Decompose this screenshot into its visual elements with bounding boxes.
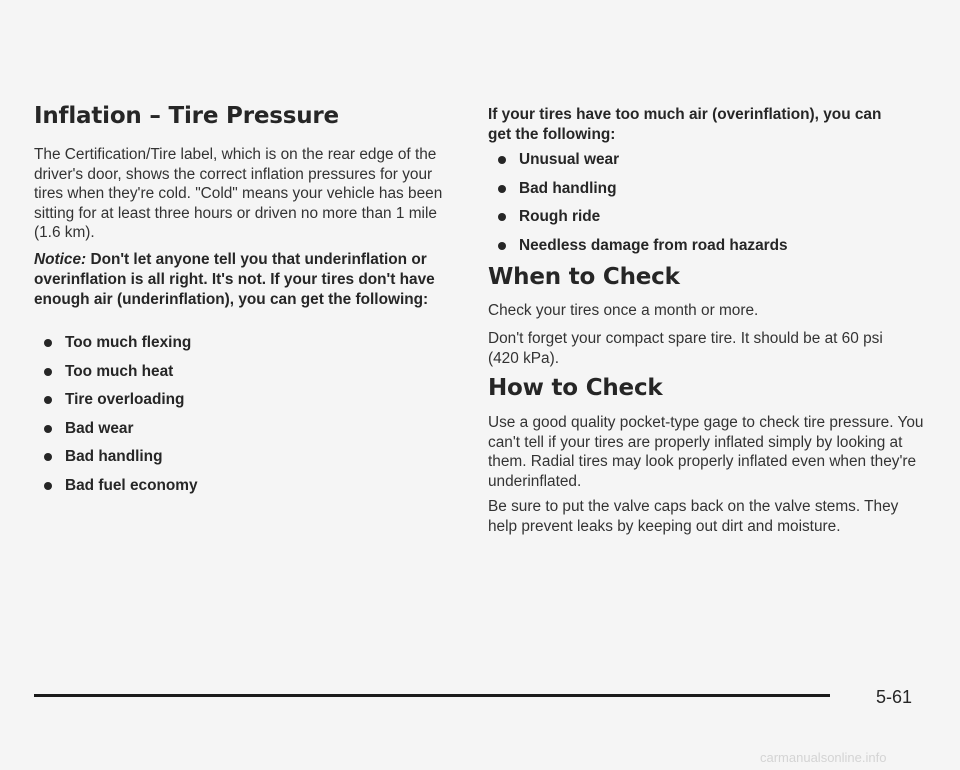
list-item: Too much heat (34, 362, 198, 391)
bullet-dot-icon (44, 396, 52, 404)
list-item: Bad handling (34, 447, 198, 476)
bullet-dot-icon (44, 339, 52, 347)
list-item: Bad fuel economy (34, 476, 198, 505)
overinflation-list (488, 150, 788, 264)
page-number: 5-61 (876, 687, 913, 707)
bullet-dot-icon (44, 425, 52, 433)
when-paragraph-2: Don't forget your compact spare tire. It should be at 60 psi (420 kPa). (488, 330, 883, 367)
list-item: Needless damage from road hazards (488, 236, 788, 265)
list-item: Tire overloading (34, 390, 198, 419)
notice-paragraph (34, 250, 454, 310)
underinflation-list (34, 333, 198, 504)
overinflation-intro: If your tires have too much air (overinflation), you can get the following: (488, 106, 882, 143)
section-heading-inflation: Inflation – Tire Pressure (34, 103, 339, 129)
bullet-dot-icon (44, 453, 52, 461)
bullet-dot-icon (498, 242, 506, 250)
site-watermark: carmanualsonline.info (760, 750, 887, 765)
when-paragraph-1: Check your tires once a month or more. (488, 302, 759, 319)
how-paragraph-1: Use a good quality pocket-type gage to check tire pressure. You can't tell if your tires are properly inflated simply by looking at them. Radial tires may look properly inflated even when they're underinflated. (488, 414, 924, 490)
bullet-dot-icon (498, 213, 506, 221)
footer-rule (34, 694, 830, 697)
how-paragraph-2: Be sure to put the valve caps back on the valve stems. They help prevent leaks by keeping out dirt and moisture. (488, 498, 899, 535)
notice-label: Notice: (34, 251, 87, 268)
list-item: Too much flexing (34, 333, 198, 362)
list-item: Rough ride (488, 207, 788, 236)
section-heading-when-to-check: When to Check (488, 264, 680, 290)
list-item: Bad wear (34, 419, 198, 448)
list-item: Bad handling (488, 179, 788, 208)
bullet-dot-icon (44, 482, 52, 490)
section-heading-how-to-check: How to Check (488, 375, 663, 401)
bullet-dot-icon (498, 185, 506, 193)
bullet-dot-icon (44, 368, 52, 376)
intro-paragraph: The Certification/Tire label, which is on the rear edge of the driver's door, shows the correct inflation pressures for your tires when they're cold. "Cold" means your vehicle has been sitting for at least three hours or driven no more than 1 mile (1.6 km). (34, 146, 443, 241)
list-item: Unusual wear (488, 150, 788, 179)
bullet-dot-icon (498, 156, 506, 164)
notice-text: Don't let anyone tell you that underinflation or overinflation is all right. It's not. If your tires don't have enough air (underinflation), you can get the following: (34, 251, 435, 308)
